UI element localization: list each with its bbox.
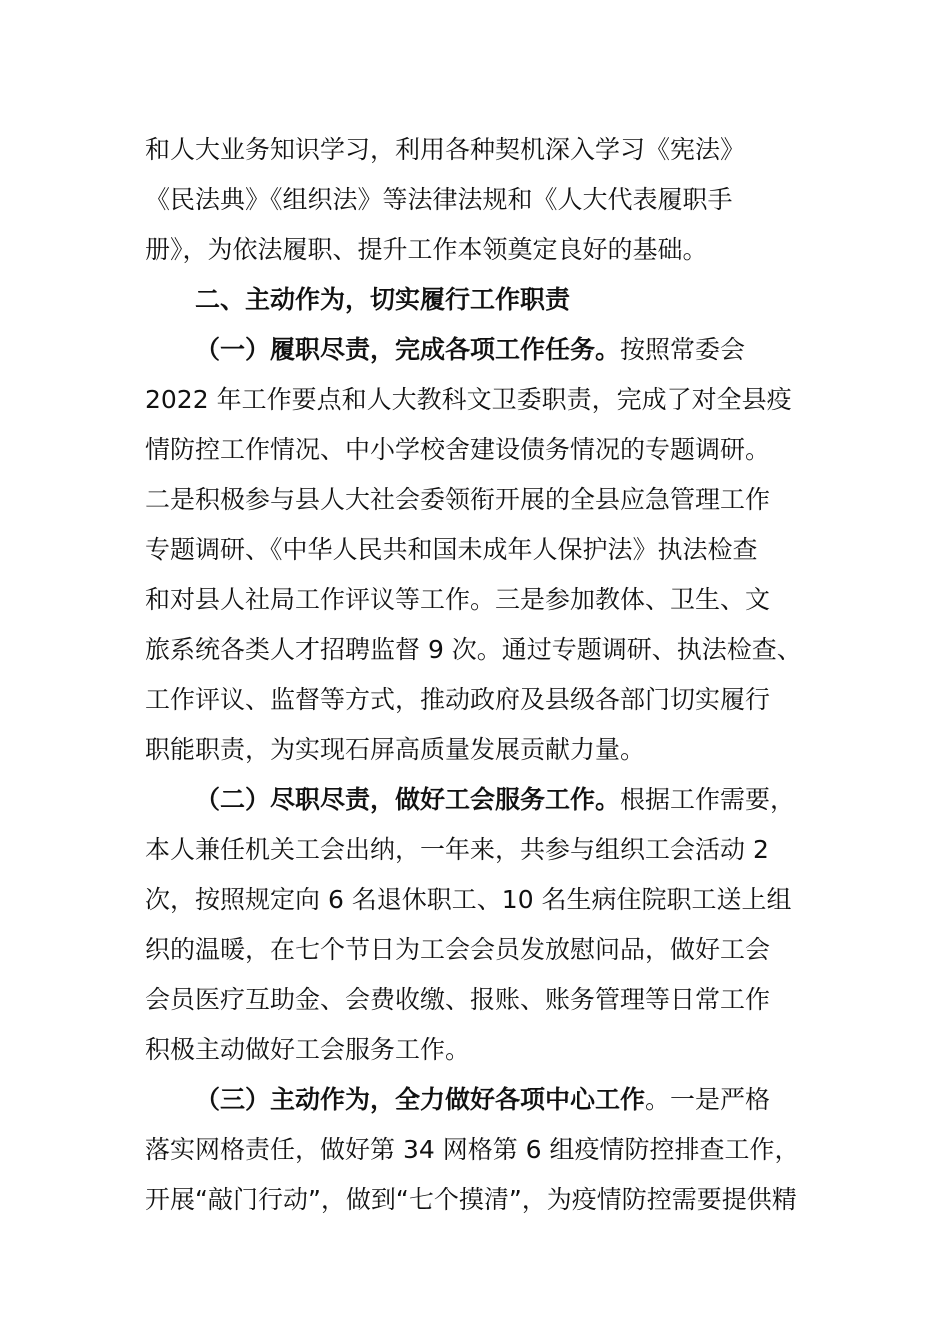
text-run: 2022 年工作要点和人大教科文卫委职责，完成了对全县疫 [145,385,792,414]
text-run: 会员医疗互助金、会费收缴、报账、账务管理等日常工作 [145,985,771,1014]
text-line [145,225,708,275]
text-line [145,375,792,425]
subheading-text: （三）主动作为，全力做好各项中心工作 [195,1085,646,1114]
text-run: 本人兼任机关工会出纳，一年来，共参与组织工会活动 2 [145,835,769,864]
section-heading [195,275,570,325]
text-run: 专题调研、《中华人民共和国未成年人保护法》执法检查 [145,535,758,564]
text-line [145,1025,470,1075]
text-run: 册》，为依法履职、提升工作本领奠定良好的基础。 [145,235,708,264]
text-line [145,575,770,625]
text-line [145,525,758,575]
text-run: 和对县人社局工作评议等工作。三是参加教体、卫生、文 [145,585,771,614]
text-line [145,975,770,1025]
subheading-text: （一）履职尽责，完成各项工作任务。 [195,335,621,364]
text-line [145,725,645,775]
text-line [145,875,792,925]
text-run: 根据工作需要， [620,785,796,814]
text-line [145,425,770,475]
text-line [195,325,745,375]
text-run: 。一是严格 [645,1085,771,1114]
text-run: 按照常委会 [620,335,746,364]
text-run: 开展“敲门行动”，做到“七个摸清”，为疫情防控需要提供精 [145,1185,797,1214]
text-line [145,825,769,875]
text-run: 积极主动做好工会服务工作。 [145,1035,471,1064]
subheading-text: （二）尽职尽责，做好工会服务工作。 [195,785,621,814]
text-line [145,475,770,525]
text-run: 情防控工作情况、中小学校舍建设债务情况的专题调研。 [145,435,771,464]
text-run: 《民法典》《组织法》等法律法规和《人大代表履职手 [145,185,733,214]
text-line [145,1125,800,1175]
text-run: 织的温暖，在七个节日为工会会员发放慰问品，做好工会 [145,935,771,964]
text-line [195,1075,770,1125]
text-line [145,175,733,225]
text-line [145,625,802,675]
text-line [145,675,770,725]
text-line [145,125,745,175]
text-line [145,925,770,975]
heading-text: 二、主动作为，切实履行工作职责 [195,285,571,314]
text-line [145,1175,797,1225]
text-run: 职能职责，为实现石屏高质量发展贡献力量。 [145,735,646,764]
text-run: 工作评议、监督等方式，推动政府及县级各部门切实履行 [145,685,771,714]
text-run: 二是积极参与县人大社会委领衔开展的全县应急管理工作 [145,485,771,514]
text-run: 旅系统各类人才招聘监督 9 次。通过专题调研、执法检查、 [145,635,802,664]
text-line [195,775,795,825]
text-run: 和人大业务知识学习，利用各种契机深入学习《宪法》 [145,135,746,164]
text-run: 次，按照规定向 6 名退休职工、10 名生病住院职工送上组 [145,885,792,914]
text-run: 落实网格责任，做好第 34 网格第 6 组疫情防控排查工作， [145,1135,800,1164]
